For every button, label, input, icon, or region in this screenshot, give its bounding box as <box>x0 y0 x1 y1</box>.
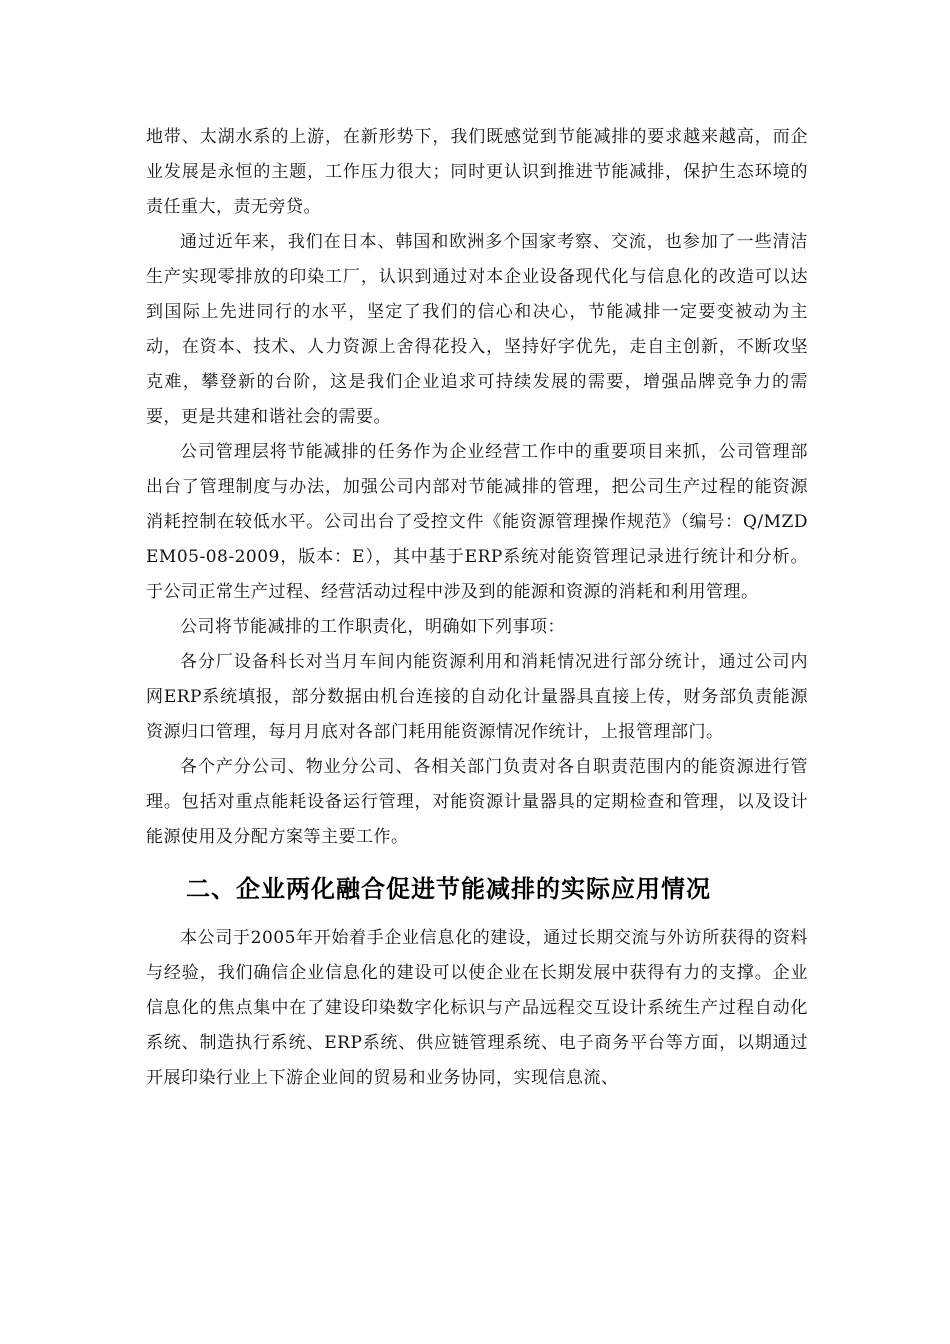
paragraph-7: 本公司于2005年开始着手企业信息化的建设，通过长期交流与外访所获得的资料与经验，我们确信企业信息化的建设可以使企业在长期发展中获得有力的支撑。企业信息化的焦点集中在了建设印染数字化标识与产品远程交互设计系统生产过程自动化系统、制造执行系统、ERP系统、供应链管理系统、电子商务平台等方面，以期通过开展印染行业上下游企业间的贸易和业务协同，实现信息流、 <box>146 928 808 1088</box>
paragraph-5: 各分厂设备科长对当月车间内能资源利用和消耗情况进行部分统计，通过公司内网ERP系统填报，部分数据由机台连接的自动化计量器具直接上传，财务部负责能源资源归口管理，每月月底对各部门耗用能资源情况作统计，上报管理部门。 <box>146 652 808 742</box>
paragraph-1: 地带、太湖水系的上游，在新形势下，我们既感觉到节能减排的要求越来越高，而企业发展是永恒的主题，工作压力很大；同时更认识到推进节能减排，保护生态环境的责任重大，责无旁贷。 <box>146 127 808 217</box>
paragraph-3: 公司管理层将节能减排的任务作为企业经营工作中的重要项目来抓，公司管理部出台了管理制度与办法，加强公司内部对节能减排的管理，把公司生产过程的能资源消耗控制在较低水平。公司出台了受控文件《能资源管理操作规范》（编号：Q/MZD EM05-08-2009，版本：E），其中基于ERP系统对能资管理记录进行统计和分析。于公司正常生产过程、经营活动过程中涉及到的能源和资源的消耗和利用管理。 <box>146 442 808 602</box>
paragraph-6: 各个产分公司、物业分公司、各相关部门负责对各自职责范围内的能资源进行管理。包括对重点能耗设备运行管理，对能资源计量器具的定期检查和管理，以及设计能源使用及分配方案等主要工作。 <box>146 757 808 847</box>
paragraph-2: 通过近年来，我们在日本、韩国和欧洲多个国家考察、交流，也参加了一些清洁生产实现零排放的印染工厂，认识到通过对本企业设备现代化与信息化的改造可以达到国际上先进同行的水平，坚定了我们的信心和决心，节能减排一定要变被动为主动，在资本、技术、人力资源上舍得花投入，坚持好字优先，走自主创新，不断攻坚克难，攀登新的台阶，这是我们企业追求可持续发展的需要，增强品牌竞争力的需要，更是共建和谐社会的需要。 <box>146 232 808 427</box>
paragraph-4: 公司将节能减排的工作职责化，明确如下列事项： <box>180 617 565 637</box>
document-body <box>146 120 808 1096</box>
section-heading: 二、企业两化融合促进节能减排的实际应用情况 <box>186 875 711 903</box>
